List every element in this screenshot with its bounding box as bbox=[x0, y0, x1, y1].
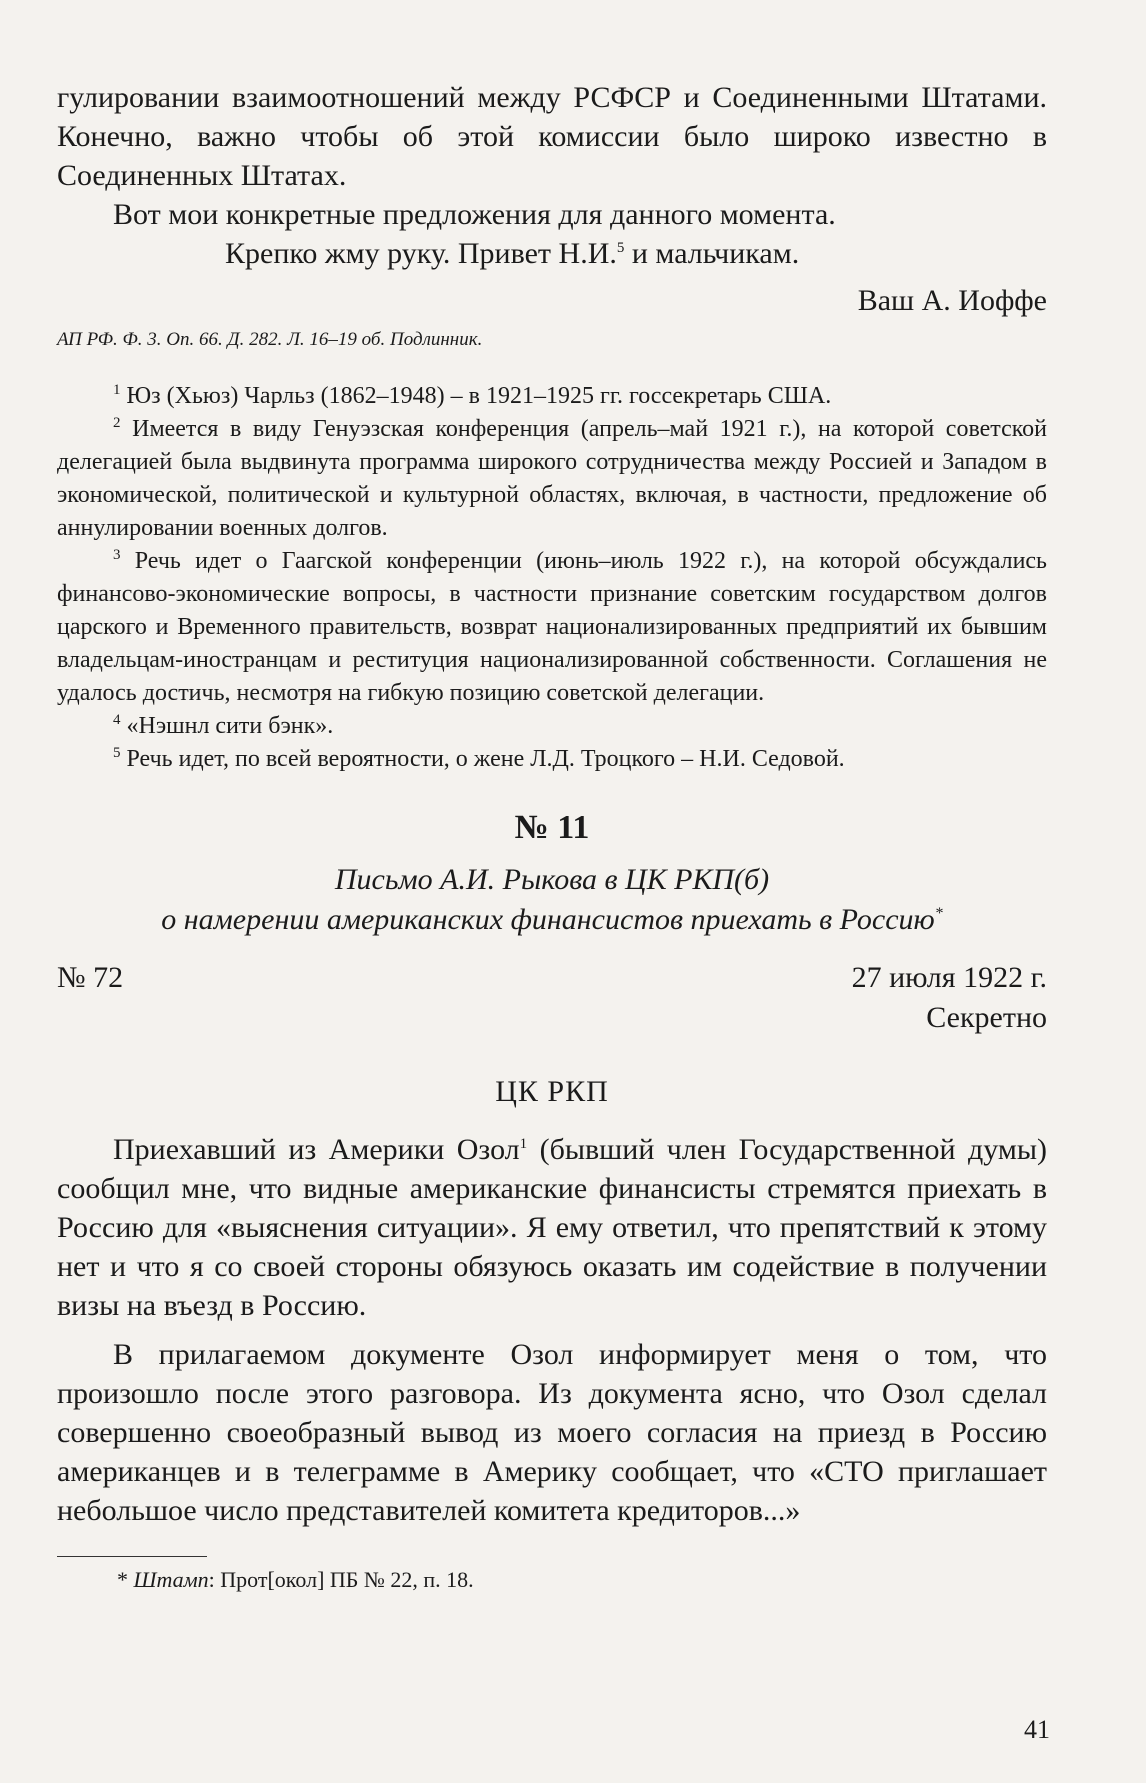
letter-paragraph: Вот мои конкретные предложения для данного момента. bbox=[113, 198, 836, 231]
page-number: 41 bbox=[1024, 1715, 1050, 1744]
document-meta bbox=[57, 958, 1047, 998]
document-paragraph: Приехавший из Америки Озол$^1$ (бывший член Государственной думы) сообщил мне, что видные американские финансисты стремятся приехать в Россию для «выяснения ситуации». Я ему ответил, что препятствий к этому нет и что я со своей стороны обязуюсь оказать им содействие в получении визы на въезд в Россию. bbox=[57, 1133, 1048, 1322]
document-title-line2: о намерении американских финансистов приехать в Россию* bbox=[161, 903, 943, 936]
signature: Ваш А. Иоффе bbox=[857, 284, 1047, 317]
letter-regards: Крепко жму руку. Привет Н.И.$^5$ и мальчикам. bbox=[225, 237, 800, 270]
endnote: $^4$ «Нэшнл сити бэнк». bbox=[113, 712, 334, 739]
endnote: $^1$ Юз (Хьюз) Чарльз (1862–1948) – в 1921–1925 гг. госсекретарь США. bbox=[113, 382, 832, 409]
endnote: $^3$ Речь идет о Гаагской конференции (июнь–июль 1922 г.), на которой обсуждались финансово-экономические вопросы, в частности признание советским государством долгов царского и Временного правительств, возврат национализированных предприятий их бывшим владельцам-иностранцам и реституция национализированной собственности. Соглашения не удалось достичь, несмотря на гибкую позицию советской делегации. bbox=[57, 547, 1048, 706]
addressee: ЦК РКП bbox=[495, 1075, 609, 1108]
note-ref: 5 bbox=[616, 240, 625, 256]
document-date: 27 июля 1922 г. bbox=[851, 961, 1047, 994]
endnote: $^5$ Речь идет, по всей вероятности, о жене Л.Д. Троцкого – Н.И. Седовой. bbox=[113, 745, 845, 772]
classification-label: Секретно bbox=[926, 1001, 1047, 1034]
title-footnote-mark: * bbox=[934, 905, 943, 922]
footnote: * Штамп: Прот[окол] ПБ № 22, п. 18. bbox=[117, 1567, 474, 1592]
document-number: № 11 bbox=[514, 809, 590, 846]
note-ref: 1 bbox=[519, 1136, 528, 1152]
letter-paragraph: гулировании взаимоотношений между РСФСР и Соединенными Штатами. Конечно, важно чтобы об этой комиссии было широко известно в Соединенных Штатах. bbox=[57, 81, 1047, 192]
document-title: Письмо А.И. Рыкова в ЦК РКП(б) bbox=[334, 863, 770, 896]
endnote: $^2$ Имеется в виду Генуэзская конференция (апрель–май 1921 г.), на которой советской делегацией была выдвинута программа широкого сотрудничества между Россией и Западом в экономической, политической и культурной областях, включая, в частности, предложение об аннулировании военных долгов. bbox=[57, 415, 1048, 541]
archive-reference: АП РФ. Ф. 3. Оп. 66. Д. 282. Л. 16–19 об. Подлинник. bbox=[57, 329, 483, 350]
footnote-divider bbox=[57, 1556, 207, 1557]
page-content bbox=[57, 78, 1047, 1595]
registration-number: № 72 bbox=[57, 961, 124, 994]
document-paragraph: В прилагаемом документе Озол информирует меня о том, что произошло после этого разговора. Из документа ясно, что Озол сделал совершенно своеобразный вывод из моего согласия на приезд в Россию американцев и в телеграмме в Америку сообщает, что «СТО приглашает небольшое число представителей комитета кредиторов...» bbox=[57, 1338, 1047, 1527]
endnotes bbox=[57, 380, 1047, 776]
